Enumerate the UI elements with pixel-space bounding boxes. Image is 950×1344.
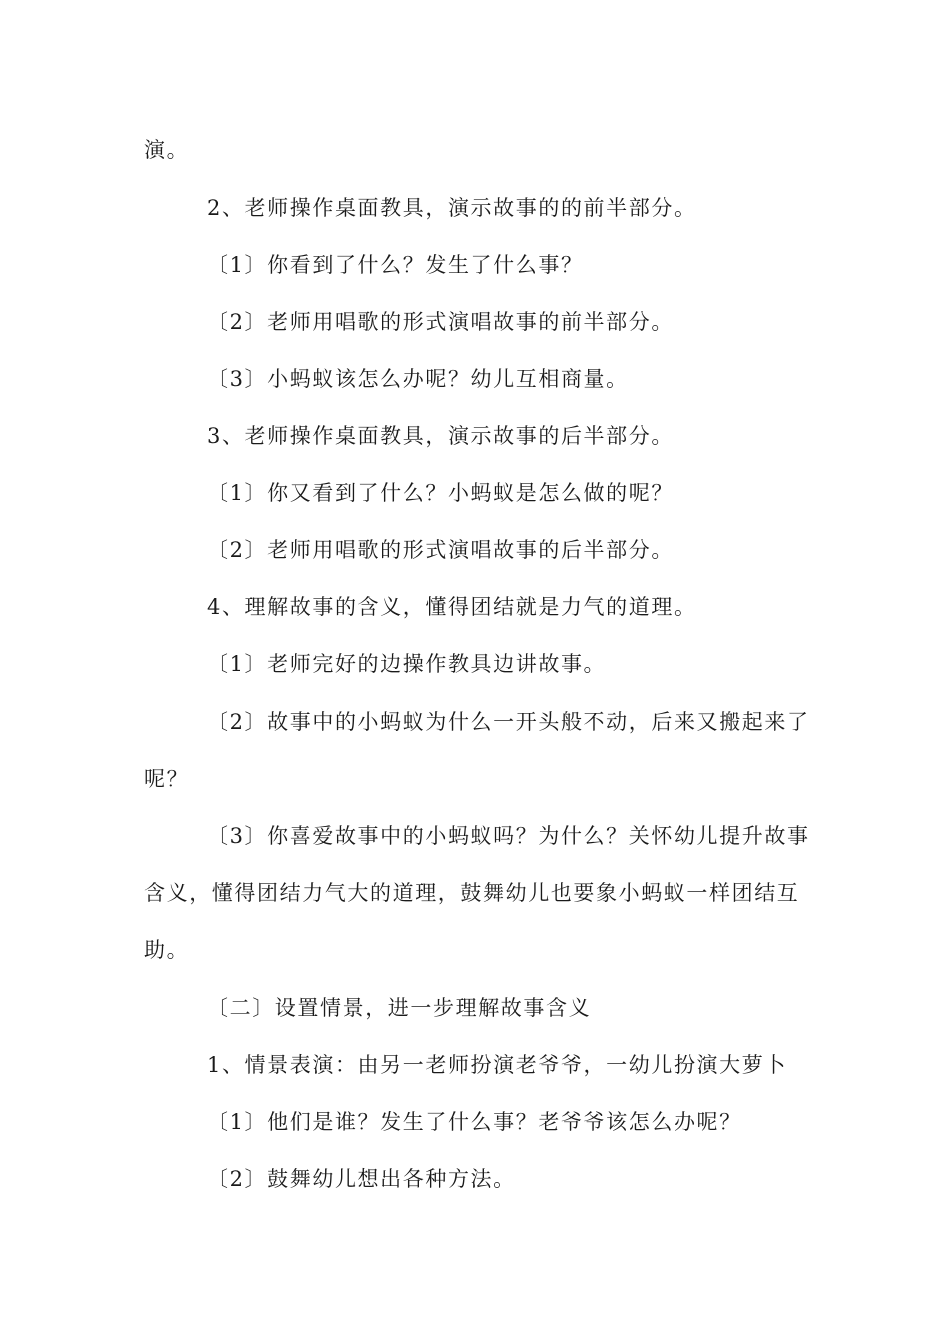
text-line: 4、理解故事的含义，懂得团结就是力气的道理。 — [207, 595, 697, 619]
text-line: 〔2〕老师用唱歌的形式演唱故事的后半部分。 — [207, 538, 674, 562]
text-line: 〔2〕老师用唱歌的形式演唱故事的前半部分。 — [207, 310, 674, 334]
text-line: 2、老师操作桌面教具，演示故事的的前半部分。 — [207, 196, 697, 220]
text-line: 〔1〕老师完好的边操作教具边讲故事。 — [207, 652, 607, 676]
text-line: 含义，懂得团结力气大的道理，鼓舞幼儿也要象小蚂蚁一样团结互 — [144, 881, 800, 905]
text-line: 〔2〕鼓舞幼儿想出各种方法。 — [207, 1167, 516, 1191]
text-line: 1、情景表演：由另一老师扮演老爷爷，一幼儿扮演大萝卜 — [207, 1053, 787, 1077]
text-line: 3、老师操作桌面教具，演示故事的后半部分。 — [207, 424, 674, 448]
text-line: 〔1〕你又看到了什么？小蚂蚁是怎么做的呢？ — [207, 481, 674, 505]
text-line: 演。 — [144, 138, 190, 162]
text-line: 〔1〕你看到了什么？发生了什么事？ — [207, 253, 584, 277]
text-line: 呢？ — [144, 767, 190, 791]
text-line: 〔3〕小蚂蚁该怎么办呢？幼儿互相商量。 — [207, 367, 629, 391]
text-line: 〔3〕你喜爱故事中的小蚂蚁吗？为什么？关怀幼儿提升故事 — [207, 824, 810, 848]
section-heading: 〔二〕设置情景，进一步理解故事含义 — [207, 996, 592, 1020]
text-line: 〔1〕他们是谁？发生了什么事？老爷爷该怎么办呢？ — [207, 1110, 742, 1134]
text-line: 〔2〕故事中的小蚂蚁为什么一开头般不动，后来又搬起来了 — [207, 710, 810, 734]
text-line: 助。 — [144, 938, 190, 962]
